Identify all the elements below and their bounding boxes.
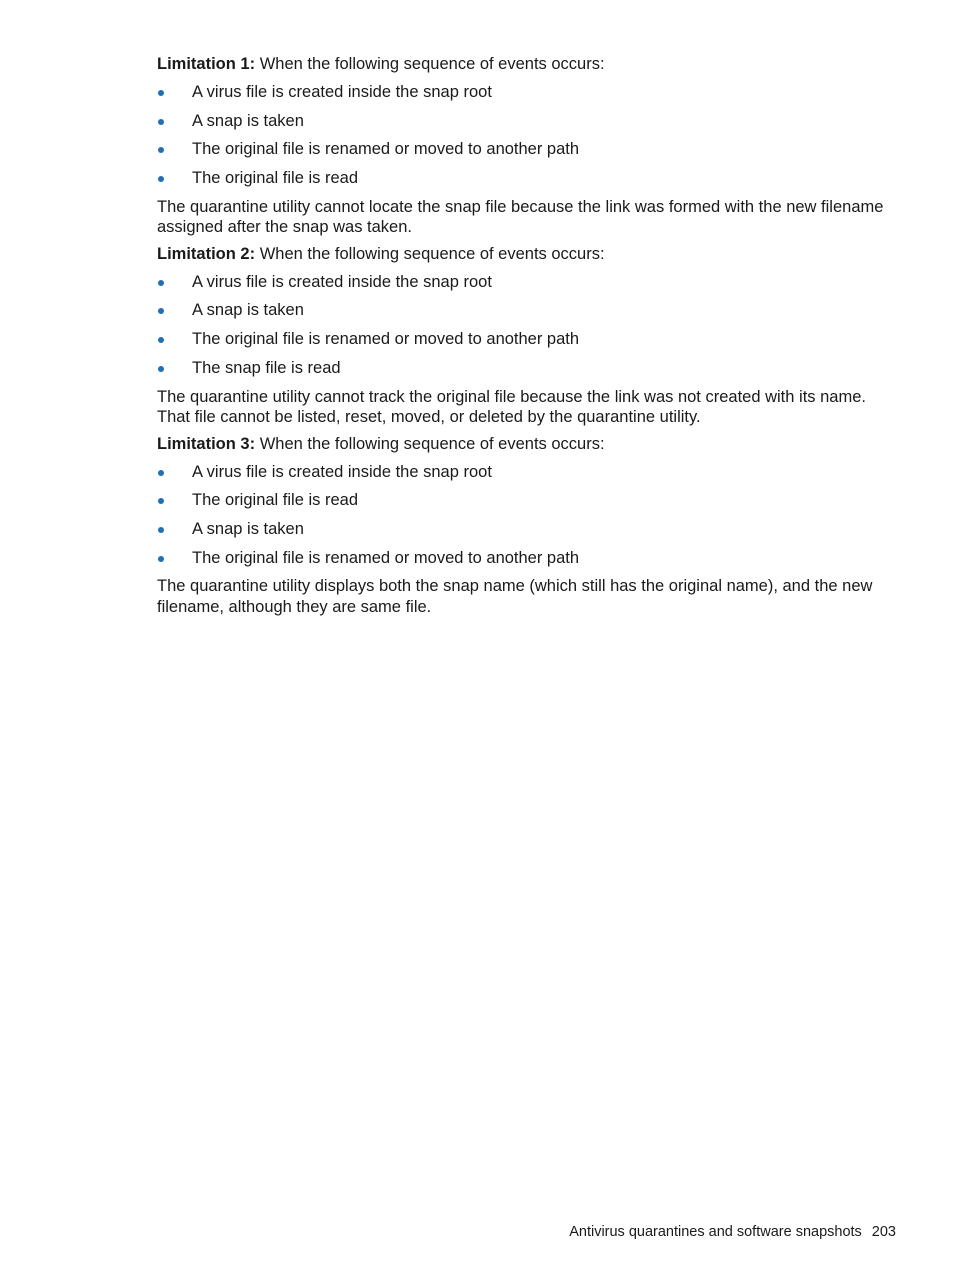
list-item-text: A snap is taken	[192, 301, 304, 320]
limitation-intro: When the following sequence of events occurs:	[259, 244, 605, 263]
list-item	[157, 272, 899, 293]
event-list	[157, 272, 899, 379]
bullet-icon	[158, 337, 164, 343]
footer-title: Antivirus quarantines and software snapshots	[569, 1224, 862, 1240]
list-item-text: The original file is renamed or moved to another path	[192, 140, 580, 159]
limitation-conclusion: The quarantine utility cannot track the original file because the link was not created with its name. That file cannot be listed, reset, moved, or deleted by the quarantine utility.	[157, 387, 866, 426]
bullet-icon	[158, 176, 164, 182]
bullet-icon	[158, 527, 164, 533]
bullet-icon	[158, 366, 164, 372]
list-item	[157, 300, 899, 321]
list-item	[157, 139, 899, 160]
bullet-icon	[158, 556, 164, 562]
list-item-text: A snap is taken	[192, 519, 304, 538]
limitation-label: Limitation 3:	[157, 434, 256, 453]
list-item	[157, 329, 899, 350]
limitation-heading	[157, 54, 899, 75]
limitation-2	[157, 244, 899, 428]
list-item	[157, 490, 899, 511]
bullet-icon	[158, 308, 164, 314]
bullet-icon	[158, 498, 164, 504]
limitation-intro: When the following sequence of events occurs:	[259, 55, 605, 73]
bullet-icon	[158, 470, 164, 476]
bullet-icon	[158, 119, 164, 125]
page-footer	[569, 1222, 896, 1242]
list-item-text: The original file is renamed or moved to another path	[192, 548, 580, 567]
limitation-heading	[157, 244, 899, 265]
page-number: 203	[871, 1224, 896, 1240]
bullet-icon	[158, 280, 164, 286]
bullet-icon	[158, 90, 164, 96]
limitation-label: Limitation 2:	[157, 244, 256, 263]
list-item	[157, 519, 899, 540]
list-item	[157, 358, 899, 379]
list-item-text: A virus file is created inside the snap root	[192, 83, 492, 101]
document-body	[157, 54, 899, 623]
limitation-intro: When the following sequence of events occurs:	[259, 434, 605, 453]
list-item	[157, 168, 899, 189]
limitation-conclusion: The quarantine utility displays both the snap name (which still has the original name), and the new filename, although they are same file.	[157, 577, 873, 616]
bullet-icon	[158, 147, 164, 153]
event-list	[157, 82, 899, 189]
list-item-text: The original file is read	[192, 491, 358, 510]
event-list	[157, 462, 899, 569]
list-item-text: A virus file is created inside the snap root	[192, 272, 492, 291]
list-item-text: The original file is renamed or moved to another path	[192, 330, 580, 349]
limitation-heading	[157, 434, 899, 455]
list-item	[157, 462, 899, 483]
list-item-text: The original file is read	[192, 169, 358, 188]
limitation-label: Limitation 1:	[157, 55, 256, 73]
list-item-text: The snap file is read	[192, 358, 341, 377]
limitation-1	[157, 54, 899, 238]
list-item	[157, 548, 899, 569]
limitation-conclusion: The quarantine utility cannot locate the snap file because the link was formed with the new filename assigned after the snap was taken.	[157, 197, 884, 237]
list-item-text: A snap is taken	[192, 111, 304, 130]
list-item-text: A virus file is created inside the snap root	[192, 462, 492, 481]
list-item	[157, 82, 899, 103]
limitation-3	[157, 434, 899, 618]
list-item	[157, 111, 899, 132]
